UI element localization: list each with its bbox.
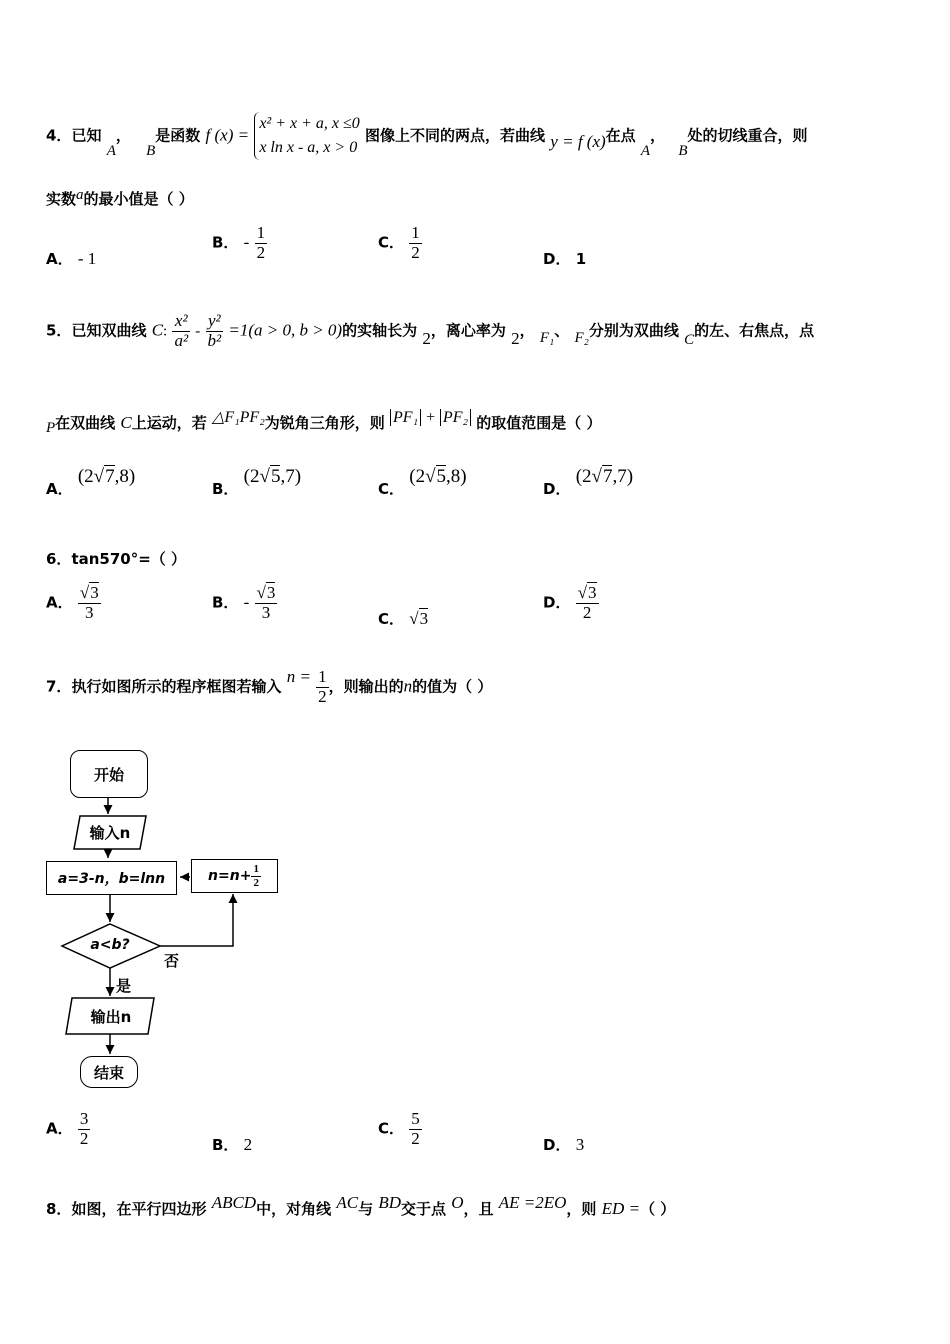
option-value-part: ,7) — [612, 466, 634, 487]
q5-option-b[interactable]: B． (2√5,7) — [212, 466, 302, 498]
option-sign: - — [243, 592, 250, 612]
question-number: 7． — [46, 677, 72, 696]
q7-option-d[interactable] — [543, 1134, 584, 1155]
q4-text: 是函数 — [155, 126, 201, 145]
option-label: C． — [378, 233, 405, 252]
q4-text: 在点 — [605, 126, 636, 145]
q5-text: 在双曲线 — [55, 414, 116, 432]
abs-pf2: PF₂ — [440, 409, 471, 426]
q4-text: 图像上不同的两点，若曲线 — [365, 126, 546, 145]
option-value: - 1 — [77, 249, 97, 268]
q7-option-b[interactable] — [212, 1134, 252, 1155]
q4-comma: ， — [650, 126, 666, 145]
q4-text: 的最小值是（ ） — [83, 190, 194, 208]
option-label: B． — [212, 1136, 239, 1154]
q5-sep: 、 — [554, 321, 570, 340]
radicand: 5 — [436, 466, 447, 487]
option-sign: - — [243, 232, 250, 252]
q5-text: 上运动，若 — [131, 414, 207, 432]
point-p: P — [46, 420, 56, 436]
q8-text: ，则 — [566, 1200, 597, 1218]
value-2: 2 — [422, 328, 431, 348]
q8-text: ，且 — [463, 1200, 494, 1218]
option-value-part: ,8) — [446, 466, 467, 487]
radicand: 3 — [419, 609, 429, 628]
parallelogram-abcd: ABCD — [211, 1193, 257, 1212]
option-label: D． — [543, 1136, 571, 1154]
output-label: 输出n — [90, 1008, 132, 1026]
triangle: △F₁PF₂ — [212, 409, 265, 426]
q5-text: ， — [519, 321, 535, 340]
denominator: 2 — [411, 1128, 420, 1148]
q5-text: 分别为双曲线 — [588, 321, 679, 340]
radicand: 3 — [90, 583, 99, 602]
option-fraction — [78, 1110, 91, 1148]
q7-option-a[interactable] — [46, 1110, 90, 1148]
option-value-part: ,7) — [280, 466, 302, 487]
question-number: 6． — [46, 550, 72, 568]
numerator: 1 — [253, 863, 259, 876]
plus-sign: + — [425, 409, 436, 426]
q5-option-a[interactable]: A． (2√7,8) — [46, 466, 136, 498]
q5-text: ，离心率为 — [430, 321, 506, 340]
q5-text: 已知双曲线 — [71, 321, 147, 340]
q8-text: 交于点 — [400, 1200, 446, 1218]
n-equals: n = — [286, 666, 311, 686]
numerator: 5 — [411, 1109, 420, 1128]
vector-ed: ED = — [601, 1199, 641, 1218]
condition-ae: AE =2EO — [498, 1193, 567, 1212]
denominator: 2 — [318, 686, 327, 706]
hyperbola-c: C — [684, 331, 695, 348]
q4-text: 实数 — [46, 190, 77, 208]
end-terminal — [80, 1056, 138, 1088]
option-label: B． — [212, 233, 239, 252]
question-8 — [46, 1193, 676, 1219]
question-number: 8． — [46, 1200, 72, 1218]
q7-option-c[interactable] — [378, 1110, 422, 1148]
denominator: 3 — [255, 603, 278, 623]
no-label: 否 — [164, 952, 180, 970]
denominator: 2 — [256, 242, 266, 262]
option-value-part: ,8) — [114, 466, 136, 487]
hyperbola-c: C — [120, 413, 132, 432]
option-label: D． — [543, 250, 571, 268]
option-value-part: (2 — [409, 466, 426, 487]
denominator: 2 — [411, 242, 420, 262]
q5-text: 的取值范围是（ ） — [476, 414, 602, 432]
radicand: 5 — [270, 466, 281, 487]
option-value: 1 — [575, 250, 587, 268]
option-label: C． — [378, 480, 405, 498]
q4-comma: ， — [115, 126, 131, 145]
option-label: A． — [46, 593, 73, 612]
hyperbola-c: C — [151, 320, 164, 340]
denominator: 2 — [253, 876, 259, 889]
numerator: 1 — [411, 223, 420, 242]
option-fraction: $\frac{√3}{3}$ — [256, 583, 276, 622]
q8-text: 与 — [358, 1200, 374, 1218]
radicand: 3 — [266, 583, 276, 602]
q7-text: 执行如图所示的程序框图若输入 — [71, 677, 282, 696]
q4-text: 处的切线重合，则 — [687, 126, 808, 145]
numerator: y² — [207, 311, 221, 330]
start-terminal — [70, 750, 148, 798]
curve-y: y = f (x) — [550, 131, 606, 151]
diagonal-bd: BD — [378, 1193, 401, 1212]
q5-option-c[interactable]: C． (2√5,8) — [378, 466, 467, 498]
point-a: A — [106, 142, 116, 159]
q5-option-d[interactable]: D． (2√7,7) — [543, 466, 634, 498]
radicand: 7 — [602, 466, 613, 487]
end-label: 结束 — [93, 1063, 124, 1082]
point-a: A — [640, 142, 651, 159]
numerator: 3 — [79, 1109, 89, 1128]
option-label: A． — [46, 480, 73, 498]
numerator: 1 — [256, 223, 266, 242]
focus-f1: F₁ — [539, 329, 555, 346]
q7-text: 的值为（ ） — [412, 677, 493, 696]
question-5-line-1: 5．已知双曲线 C: $\frac{\text{x²}}{\text{a²}}$ - $\frac{\text{y²}}{\text{b²}}$ =1(a > 0, b > 0)的实轴长为 2，离心率为 2， F₁、 F₂分别为双曲线 C的左、右焦点，点 — [46, 311, 815, 350]
focus-f2: F₂ — [574, 329, 589, 346]
update-fraction — [251, 863, 261, 888]
radicand: 3 — [588, 583, 597, 602]
denominator: 3 — [78, 603, 101, 623]
q5-text: 的实轴长为 — [342, 321, 418, 340]
update-box — [191, 859, 278, 893]
option-label: D． — [543, 593, 571, 612]
diagonal-ac: AC — [336, 1193, 359, 1212]
option-label: D． — [543, 480, 571, 498]
equation-rest: =1(a > 0, b > 0) — [228, 320, 343, 340]
question-number: 5． — [46, 321, 72, 340]
option-value-part: (2 — [575, 466, 592, 487]
option-value: 2 — [243, 1135, 253, 1154]
option-value-part: (2 — [243, 466, 260, 487]
numerator: x² — [174, 311, 188, 330]
flow-arrow-no — [160, 894, 233, 946]
assign-box — [46, 861, 177, 895]
q5-text: 为锐角三角形，则 — [264, 414, 385, 432]
option-label: B． — [212, 593, 239, 612]
variable-a: a — [76, 187, 84, 203]
denominator: 2 — [79, 1128, 89, 1148]
value-2: 2 — [511, 328, 520, 348]
input-label: 输入n — [89, 824, 131, 842]
q8-text: 如图，在平行四边形 — [71, 1200, 207, 1218]
option-label: C． — [378, 1119, 405, 1138]
denominator: 2 — [576, 603, 599, 623]
q6-text: tan570°=（ ） — [71, 550, 187, 568]
numerator: 1 — [318, 667, 327, 686]
option-value-part: (2 — [77, 466, 94, 487]
abs-pf1: PF₁ — [390, 409, 421, 426]
q5-text: 的左、右焦点，点 — [694, 321, 815, 340]
piece-case-1: x² + x + a, x ≤0 — [259, 115, 360, 132]
piece-case-2: x ln x - a, x > 0 — [259, 139, 358, 156]
option-label: B． — [212, 480, 239, 498]
denominator: a² — [174, 330, 189, 350]
q8-text: 中，对角线 — [256, 1200, 332, 1218]
condition-label: a<b? — [90, 937, 130, 953]
option-label: A． — [46, 250, 73, 268]
q4-text: 已知 — [71, 126, 102, 145]
option-fraction: $\frac{√3}{2}$ — [577, 583, 597, 622]
denominator: b² — [207, 330, 222, 350]
radicand: 7 — [105, 466, 115, 487]
option-fraction — [409, 1110, 422, 1148]
question-number: 4． — [46, 126, 72, 145]
option-value: 3 — [575, 1135, 585, 1154]
start-label: 开始 — [93, 765, 124, 784]
assign-label: a=3-n，b=lnn — [57, 871, 166, 887]
q7-text: ，则输出的 — [328, 677, 404, 696]
q8-text: （ ） — [640, 1200, 676, 1218]
yes-label: 是 — [116, 977, 132, 995]
point-b: B — [146, 142, 156, 159]
point-b: B — [678, 142, 688, 159]
q6-option-c[interactable]: C． √3 — [378, 609, 429, 628]
point-o: O — [451, 1193, 464, 1212]
update-label: n=n+ — [208, 868, 252, 884]
option-label: A． — [46, 1119, 73, 1138]
variable-n: n — [403, 676, 413, 696]
option-label: C． — [378, 610, 405, 628]
option-fraction: $\frac{√3}{3}$ — [79, 583, 99, 622]
function-f: f (x) = — [205, 125, 250, 145]
